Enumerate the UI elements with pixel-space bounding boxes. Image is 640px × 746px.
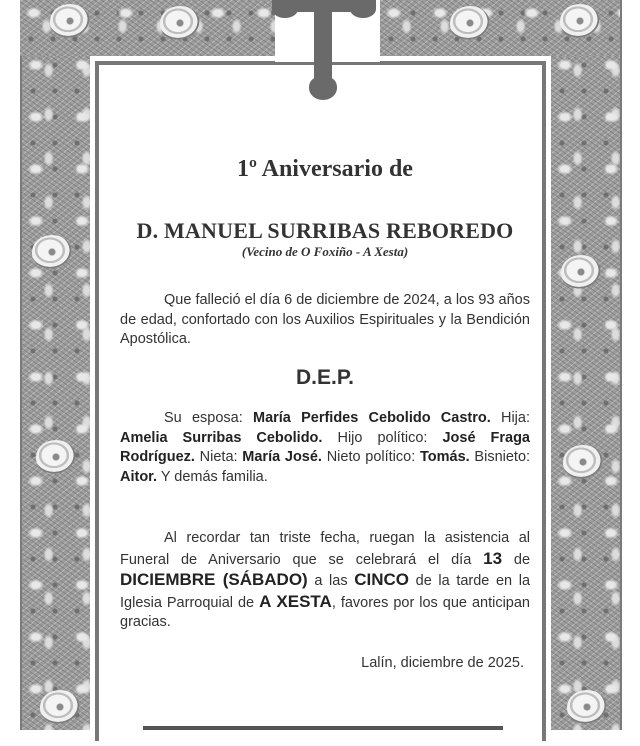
place-date: Lalín, diciembre de 2025. bbox=[361, 655, 524, 671]
spouse-name: María Perfides Cebolido Castro. bbox=[252, 410, 491, 426]
daughter-label: Hija: bbox=[500, 410, 530, 426]
funeral-time: CINCO bbox=[354, 570, 410, 589]
residence: (Vecino de O Foxiño - A Xesta) bbox=[241, 244, 409, 259]
rose-icon bbox=[450, 6, 490, 40]
rose-icon bbox=[40, 690, 80, 724]
granddaughter-label: Nieta: bbox=[199, 449, 238, 465]
funeral-day: 13 bbox=[483, 548, 503, 568]
funeral-month: DICIEMBRE (SÁBADO) bbox=[120, 570, 308, 589]
bottom-divider bbox=[143, 726, 503, 730]
notice-title: 1º Aniversario de bbox=[237, 156, 413, 182]
family-paragraph bbox=[120, 409, 530, 487]
funeral-de: de bbox=[513, 551, 531, 568]
rose-icon bbox=[567, 690, 607, 724]
funeral-church: A XESTA bbox=[259, 591, 332, 611]
death-text: Que falleció el día 6 de diciembre de 2024, a los 93 años de edad, confortado con los Auxilios Espirituales y la Bendición Apostólica. bbox=[120, 292, 530, 347]
daughter-name: Amelia Surribas Cebolido. bbox=[120, 429, 323, 446]
deceased-name: D. MANUEL SURRIBAS REBOREDO bbox=[136, 218, 514, 243]
funeral-time-pre: a las bbox=[314, 573, 348, 589]
grandson-in-law-name: Tomás. bbox=[419, 449, 470, 465]
family-closing: Y demás familia. bbox=[160, 468, 268, 485]
dep-heading: D.E.P. bbox=[296, 366, 354, 389]
death-paragraph bbox=[120, 291, 530, 350]
rose-icon bbox=[563, 445, 603, 479]
rose-border-top-left bbox=[20, 0, 275, 56]
grandson-in-law-label: Nieto político: bbox=[326, 449, 416, 465]
granddaughter-name: María José. bbox=[242, 449, 322, 465]
great-grandson-name: Aitor. bbox=[120, 468, 158, 485]
great-grandson-label: Bisnieto: bbox=[474, 449, 531, 465]
son-in-law-name: José Fraga Rodríguez. bbox=[120, 429, 530, 465]
son-in-law-label: Hijo político: bbox=[337, 429, 428, 446]
funeral-paragraph bbox=[120, 529, 530, 633]
rose-icon bbox=[561, 255, 601, 289]
rose-icon bbox=[36, 440, 76, 474]
rose-icon bbox=[32, 235, 72, 269]
rose-icon bbox=[50, 4, 90, 38]
rose-border-right bbox=[551, 0, 622, 730]
funeral-thanks: , favores por los que anticipan gracias. bbox=[120, 594, 530, 630]
rose-border-top-right bbox=[380, 0, 620, 56]
rose-icon bbox=[560, 4, 600, 38]
funeral-intro: Al recordar tan triste fecha, ruegan la asistencia al Funeral de Aniversario que se celebrará el día bbox=[120, 530, 530, 568]
funeral-time-post: de la tarde en la Iglesia Parroquial de bbox=[120, 573, 531, 611]
rose-icon bbox=[160, 6, 200, 40]
spouse-label: Su esposa: bbox=[164, 410, 243, 426]
rose-border-left bbox=[20, 0, 92, 730]
